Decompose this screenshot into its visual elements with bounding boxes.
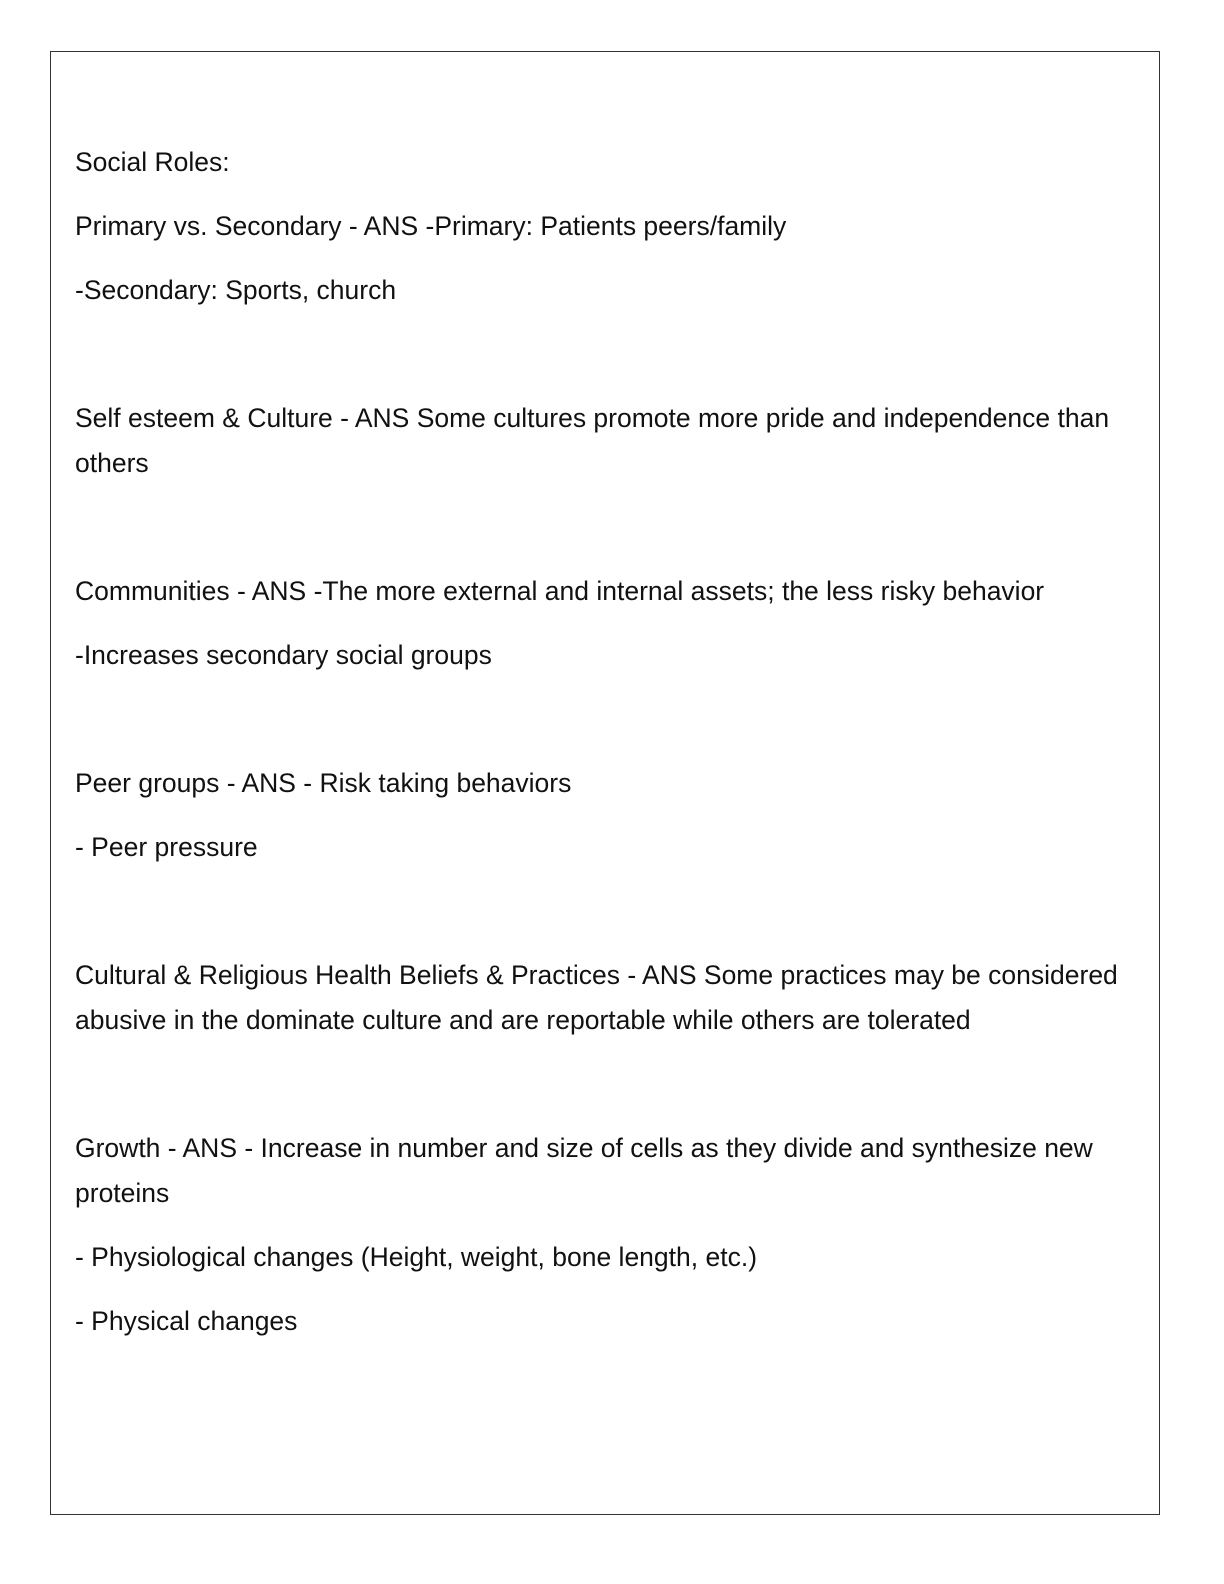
entry-self-esteem-culture: Self esteem & Culture - ANS Some cultures promote more pride and independence than others xyxy=(75,403,1110,478)
entry-communities: Communities - ANS -The more external and internal assets; the less risky behavior xyxy=(75,576,1045,606)
entry-growth: Growth - ANS - Increase in number and size of cells as they divide and synthesize new proteins xyxy=(75,1133,1093,1208)
entry-cultural-religious: Cultural & Religious Health Beliefs & Practices - ANS Some practices may be considered abusive in the dominate culture and are reportable while others are tolerated xyxy=(75,960,1118,1035)
entry-primary-vs-secondary: Primary vs. Secondary - ANS -Primary: Patients peers/family xyxy=(75,211,787,241)
entry-peer-pressure: - Peer pressure xyxy=(75,832,258,862)
entry-physiological-changes: - Physiological changes (Height, weight, bone length, etc.) xyxy=(75,1242,758,1272)
section-heading: Social Roles: xyxy=(75,147,230,177)
document-body xyxy=(75,140,1141,1344)
entry-communities-detail: -Increases secondary social groups xyxy=(75,640,492,670)
page-border xyxy=(50,51,1160,1515)
entry-peer-groups: Peer groups - ANS - Risk taking behaviors xyxy=(75,768,572,798)
entry-physical-changes: - Physical changes xyxy=(75,1306,298,1336)
entry-secondary-detail: -Secondary: Sports, church xyxy=(75,275,397,305)
